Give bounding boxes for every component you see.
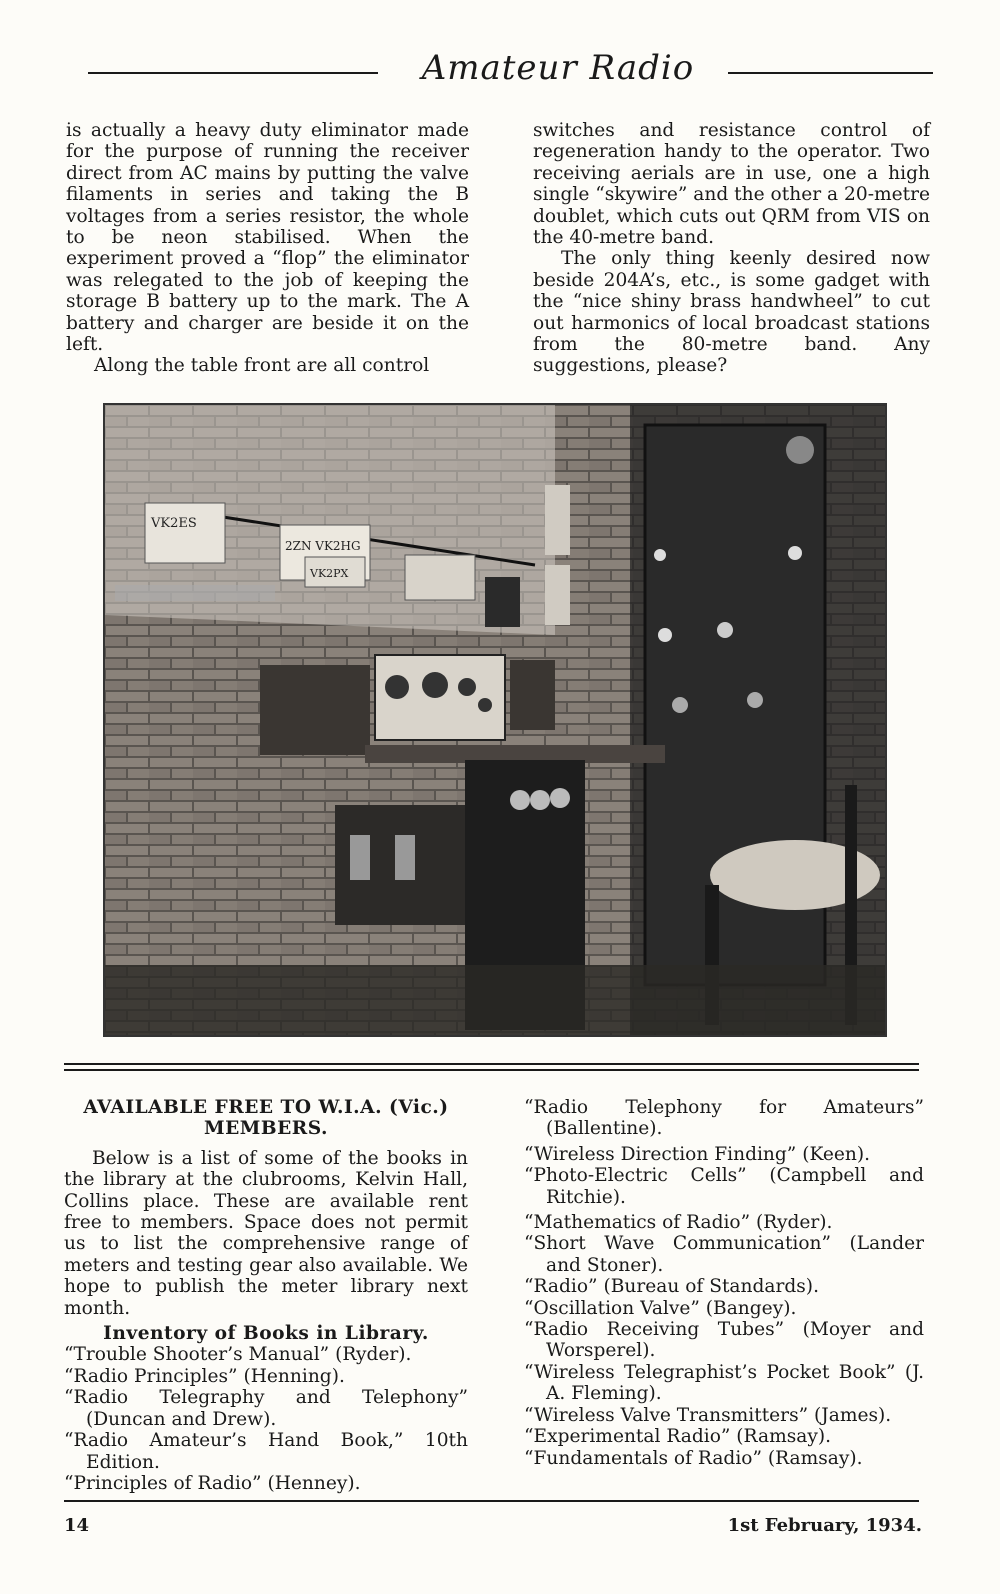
masthead-title: Amateur Radio (421, 48, 695, 88)
inventory-subheading: Inventory of Books in Library. (103, 1323, 429, 1345)
section-divider (64, 1069, 919, 1071)
issue-date: 1st February, 1934. (727, 1515, 922, 1536)
section-divider (64, 1063, 919, 1065)
article-paragraph: Along the table front are all control (94, 355, 430, 377)
article-column-left (66, 120, 469, 377)
library-heading: AVAILABLE FREE TO W.I.A. (Vic.) (83, 1097, 449, 1118)
book-entry: “Fundamentals of Radio” (Ramsay). (524, 1447, 863, 1469)
masthead-rule-left (88, 72, 378, 74)
library-column-left (64, 1097, 468, 1494)
station-photograph (103, 403, 887, 1037)
article-paragraph: is actually a heavy duty eliminator made for the purpose of running the receiver direct from AC mains by putting the valve filaments in series and taking the B voltages from a series resistor, the whole to be neon stabilised. When the experiment proved a “flop” the eliminator was relegated to the job of keeping the storage B battery up to the mark. The A battery and charger are beside it on the left. (66, 120, 469, 356)
book-entry: “Experimental Radio” (Ramsay). (524, 1426, 831, 1448)
masthead (88, 48, 933, 88)
article-column-right (533, 120, 930, 377)
book-entry: “Wireless Telegraphist’s Pocket Book” (J. A. Fleming). (524, 1361, 924, 1405)
qsl-card-label: 2ZN VK2HG (285, 539, 361, 553)
book-entry: “Oscillation Valve” (Bangey). (524, 1297, 797, 1319)
book-entry: “Wireless Direction Finding” (Keen). (524, 1143, 871, 1165)
library-heading: MEMBERS. (204, 1118, 328, 1140)
page-number: 14 (64, 1515, 90, 1536)
book-entry: “Short Wave Communication” (Lander and Stoner). (524, 1233, 924, 1276)
book-entry: “Wireless Valve Transmitters” (James). (524, 1404, 892, 1426)
book-entry: “Radio Amateur’s Hand Book,” 10th Edition. (64, 1430, 468, 1473)
book-entry: “Radio Telephony for Amateurs” (Ballentine). (524, 1097, 924, 1140)
book-entry: “Trouble Shooter’s Manual” (Ryder). (64, 1344, 412, 1366)
book-entry: “Mathematics of Radio” (Ryder). (524, 1212, 833, 1234)
masthead-rule-right (728, 72, 933, 74)
qsl-card-label: VK2PX (310, 567, 349, 580)
footer-rule (64, 1500, 919, 1502)
book-entry: “Radio” (Bureau of Standards). (524, 1276, 819, 1298)
book-entry: “Radio Telegraphy and Telephony” (Duncan and Drew). (64, 1387, 468, 1430)
article-paragraph: The only thing keenly desired now beside 204A’s, etc., is some gadget with the “nice shiny brass handwheel” to cut out harmonics of local broadcast stations from the 80-metre band. Any suggestions, please? (533, 248, 930, 377)
article-paragraph: switches and resistance control of regeneration handy to the operator. Two receiving aerials are in use, one a high single “skywire” and the other a 20-metre doublet, which cuts out QRM from VIS on the 40-metre band. (533, 120, 930, 249)
library-intro: Below is a list of some of the books in the library at the clubrooms, Kelvin Hall, Collins place. These are available rent free to members. Space does not permit us to list the comprehensive range of meters and testing gear also available. We hope to publish the meter library next month. (64, 1147, 468, 1319)
book-entry: “Photo-Electric Cells” (Campbell and Ritchie). (524, 1165, 924, 1208)
library-column-right (524, 1097, 924, 1469)
book-entry: “Radio Principles” (Henning). (64, 1365, 345, 1387)
book-entry: “Principles of Radio” (Henney). (64, 1472, 361, 1494)
qsl-card-label: VK2ES (151, 516, 197, 531)
book-entry: “Radio Receiving Tubes” (Moyer and Worsperel). (524, 1319, 924, 1362)
